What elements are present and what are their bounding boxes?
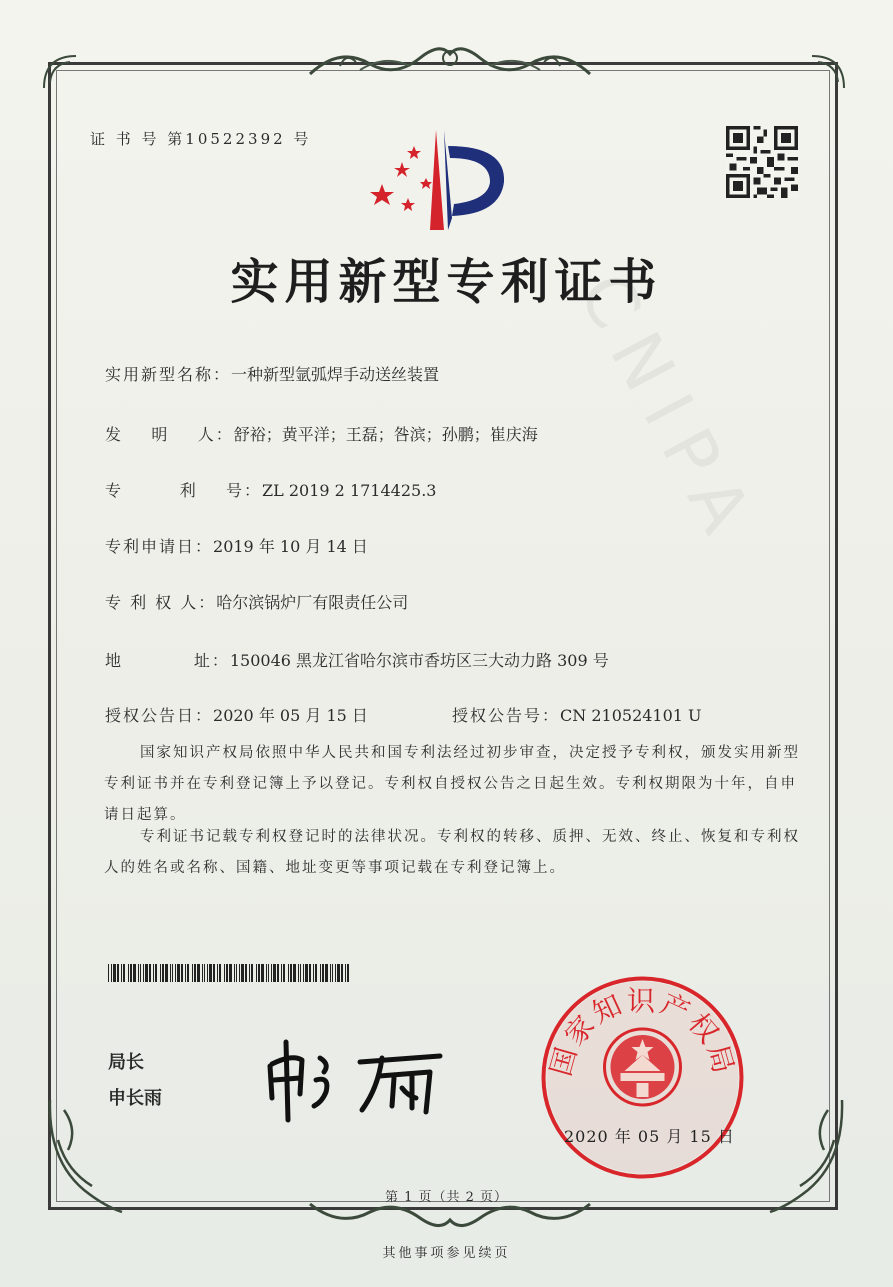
page-number: 第 1 页（共 2 页） [384,1190,509,1205]
body-paragraph-1: 国家知识产权局依照中华人民共和国专利法经过初步审查，决定授予专利权，颁发实用新型专利证书并在专利登记簿上予以登记。专利权自授权公告之日起生效。专利权期限为十年，自申请日起算。 [104,745,800,823]
filing-date-label: 专利申请日： [105,537,214,556]
corner-ornament-top-right [808,52,848,92]
cnipa-emblem-icon [368,126,518,231]
background-watermark: CNIPA [563,260,776,562]
patent-number-row [105,478,436,501]
inventor-value: 舒裕；黄平洋；王磊；咎滨；孙鹏；崔庆海 [233,425,538,444]
grant-number-row [452,703,702,726]
grant-number-label: 授权公告号： [452,706,561,725]
barcode-icon [108,964,352,982]
official-seal-icon [540,975,745,1180]
top-ornament [300,36,600,82]
patent-holder-label: 专 利 权 人： [105,593,217,612]
inventor-label: 发 明 人： [105,425,234,444]
patent-number-label: 专 利 号： [105,481,263,500]
body-paragraph-2: 专利证书记载专利权登记时的法律状况。专利权的转移、质押、无效、终止、恢复和专利权人的姓名或名称、国籍、地址变更等事项记载在专利登记簿上。 [104,829,800,876]
address-row [105,648,609,671]
seal-date: 2020 年 05 月 15 日 [564,1127,735,1146]
patent-holder-row [105,590,408,613]
seal-text: 国家知识产权局 [543,984,742,1080]
utility-model-name-label: 实用新型名称： [105,365,232,384]
address-label: 地 址： [105,651,230,670]
patent-number-value: ZL 2019 2 1714425.3 [262,481,437,500]
filing-date-row [105,534,368,557]
inventor-row [105,422,538,445]
patent-holder-value: 哈尔滨锅炉厂有限责任公司 [216,593,409,612]
certificate-number: 证 书 号 第10522392 号 [90,130,312,148]
certificate-title: 实用新型专利证书 [230,254,663,310]
utility-model-name-row [105,362,439,385]
qr-code-icon [726,126,798,198]
address-value: 150046 黑龙江省哈尔滨市香坊区三大动力路 309 号 [229,651,609,670]
grant-date-row [105,703,368,726]
director-signature-icon [262,1028,462,1128]
utility-model-name-value: 一种新型氩弧焊手动送丝装置 [231,365,440,384]
footer-note: 其他事项参见续页 [382,1246,511,1261]
filing-date-value: 2019 年 10 月 14 日 [213,537,368,556]
grant-date-label: 授权公告日： [105,706,214,725]
corner-ornament-top-left [40,52,80,92]
director-title: 局长 [108,1052,144,1073]
grant-number-value: CN 210524101 U [560,706,702,725]
grant-date-value: 2020 年 05 月 15 日 [213,706,368,725]
director-name: 申长雨 [108,1088,162,1109]
